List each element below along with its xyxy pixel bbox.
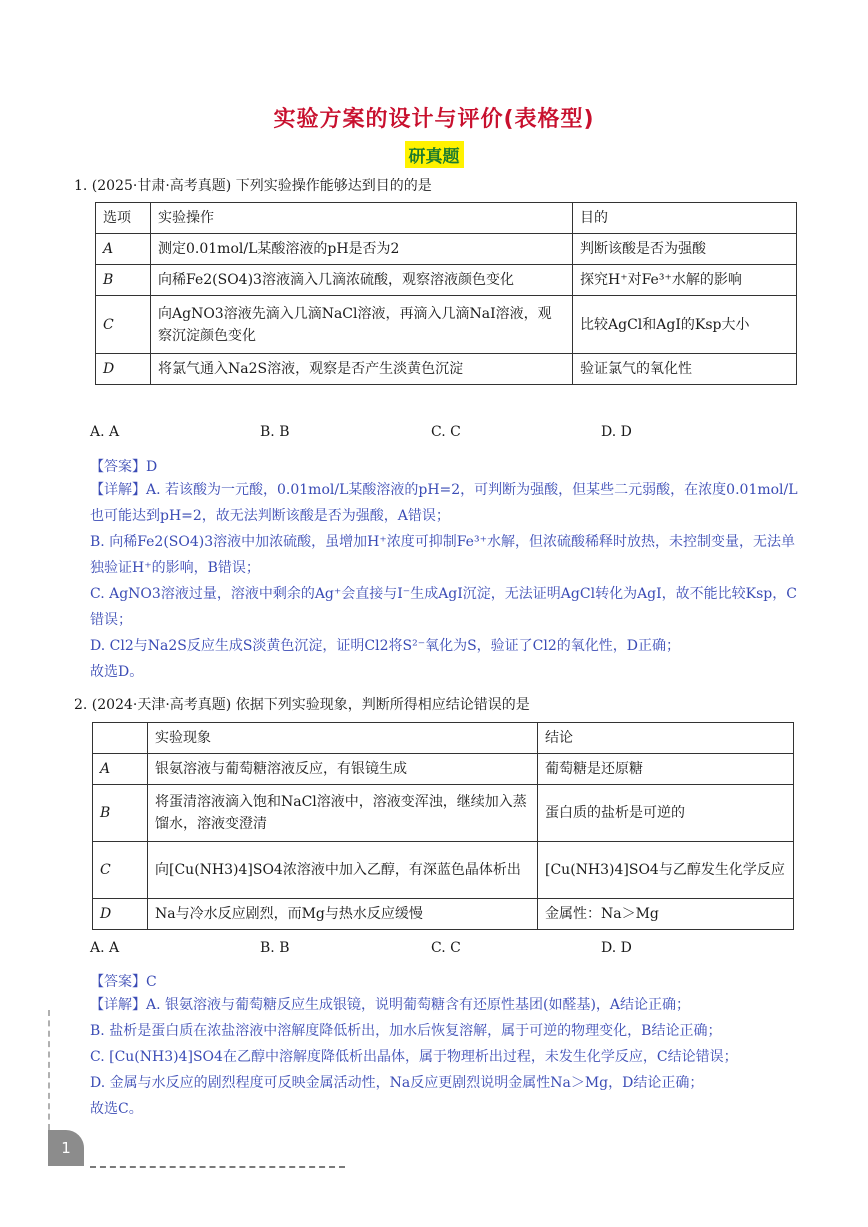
footer-dashed-line [90,1166,345,1168]
header-cell: 选项 [96,203,151,234]
goal-cell: 验证氯气的氧化性 [573,354,797,385]
conclusion-cell: 葡萄糖是还原糖 [538,754,794,785]
table-row [96,234,797,265]
header-cell [93,723,148,754]
explanation-line: 【详解】A. 银氨溶液与葡萄糖反应生成银镜，说明葡萄糖含有还原性基团(如醛基)，A结论正确； [90,997,691,1013]
option-cell: B [96,265,151,296]
option-cell: C [93,842,148,899]
table-header-row [93,723,794,754]
question-1-table [95,202,797,385]
question-1-explanation [90,477,805,685]
table-row [93,842,794,899]
choice-a: A. A [90,424,120,440]
phenomenon-cell: 银氨溶液与葡萄糖溶液反应，有银镜生成 [148,754,538,785]
conclusion-cell: [Cu(NH3)4]SO4与乙醇发生化学反应 [538,842,794,899]
operation-cell: 向稀Fe2(SO4)3溶液滴入几滴浓硫酸，观察溶液颜色变化 [151,265,573,296]
goal-cell: 比较AgCl和AgI的Ksp大小 [573,296,797,354]
phenomenon-cell: Na与冷水反应剧烈，而Mg与热水反应缓慢 [148,899,538,930]
option-cell: A [96,234,151,265]
explanation-line: 故选D。 [90,664,144,680]
option-cell: B [93,785,148,842]
question-2-stem: 2. (2024·天津·高考真题) 依据下列实验现象，判断所得相应结论错误的是 [74,697,530,713]
option-cell: C [96,296,151,354]
goal-cell: 探究H⁺对Fe³⁺水解的影响 [573,265,797,296]
operation-cell: 测定0.01mol/L某酸溶液的pH是否为2 [151,234,573,265]
question-2-answer: 【答案】C [90,974,157,990]
phenomenon-cell: 将蛋清溶液滴入饱和NaCl溶液中，溶液变浑浊，继续加入蒸馏水，溶液变澄清 [148,785,538,842]
explanation-line: C. AgNO3溶液过量，溶液中剩余的Ag⁺会直接与I⁻生成AgI沉淀，无法证明AgCl转化为AgI，故不能比较Ksp，C错误； [90,586,797,628]
goal-cell: 判断该酸是否为强酸 [573,234,797,265]
explanation-line: 【详解】A. 若该酸为一元酸，0.01mol/L某酸溶液的pH=2，可判断为强酸，但某些二元弱酸，在浓度0.01mol/L也可能达到pH=2，故无法判断该酸是否为强酸，A错误； [90,482,798,524]
explanation-line: D. 金属与水反应的剧烈程度可反映金属活动性，Na反应更剧烈说明金属性Na＞Mg，D结论正确； [90,1075,704,1091]
table-row [96,265,797,296]
page-number: 1 [48,1130,84,1166]
phenomenon-cell: 向[Cu(NH3)4]SO4浓溶液中加入乙醇，有深蓝色晶体析出 [148,842,538,899]
question-2-options [90,940,790,960]
question-2-table [92,722,794,930]
question-1-answer: 【答案】D [90,459,158,475]
choice-c: C. C [431,940,461,956]
conclusion-cell: 蛋白质的盐析是可逆的 [538,785,794,842]
table-row [96,354,797,385]
header-cell: 目的 [573,203,797,234]
page-title: 实验方案的设计与评价(表格型) [273,107,595,132]
question-2-explanation [90,992,805,1122]
header-cell: 实验现象 [148,723,538,754]
explanation-line: C. [Cu(NH3)4]SO4在乙醇中溶解度降低析出晶体，属于物理析出过程，未发生化学反应，C结论错误； [90,1049,738,1065]
operation-cell: 向AgNO3溶液先滴入几滴NaCl溶液，再滴入几滴NaI溶液，观察沉淀颜色变化 [151,296,573,354]
explanation-line: B. 向稀Fe2(SO4)3溶液中加浓硫酸，虽增加H⁺浓度可抑制Fe³⁺水解，但浓硫酸稀释时放热，未控制变量，无法单独验证H⁺的影响，B错误； [90,534,795,576]
choice-b: B. B [260,940,290,956]
choice-b: B. B [260,424,290,440]
explanation-line: B. 盐析是蛋白质在浓盐溶液中溶解度降低析出，加水后恢复溶解，属于可逆的物理变化，B结论正确； [90,1023,722,1039]
choice-c: C. C [431,424,461,440]
option-cell: D [93,899,148,930]
explanation-line: 故选C。 [90,1101,143,1117]
option-cell: D [96,354,151,385]
choice-a: A. A [90,940,120,956]
explanation-line: D. Cl2与Na2S反应生成S淡黄色沉淀，证明Cl2将S²⁻氧化为S，验证了Cl2的氧化性，D正确； [90,638,681,654]
operation-cell: 将氯气通入Na2S溶液，观察是否产生淡黄色沉淀 [151,354,573,385]
choice-d: D. D [601,424,632,440]
question-1-options [90,424,790,444]
page-corner-dashed-line [48,1010,50,1130]
header-cell: 结论 [538,723,794,754]
table-row [93,785,794,842]
section-subtitle: 研真题 [405,141,464,168]
table-row [96,296,797,354]
table-row [93,899,794,930]
option-cell: A [93,754,148,785]
question-1-stem: 1. (2025·甘肃·高考真题) 下列实验操作能够达到目的的是 [74,178,432,194]
header-cell: 实验操作 [151,203,573,234]
table-header-row [96,203,797,234]
table-row [93,754,794,785]
choice-d: D. D [601,940,632,956]
conclusion-cell: 金属性：Na＞Mg [538,899,794,930]
